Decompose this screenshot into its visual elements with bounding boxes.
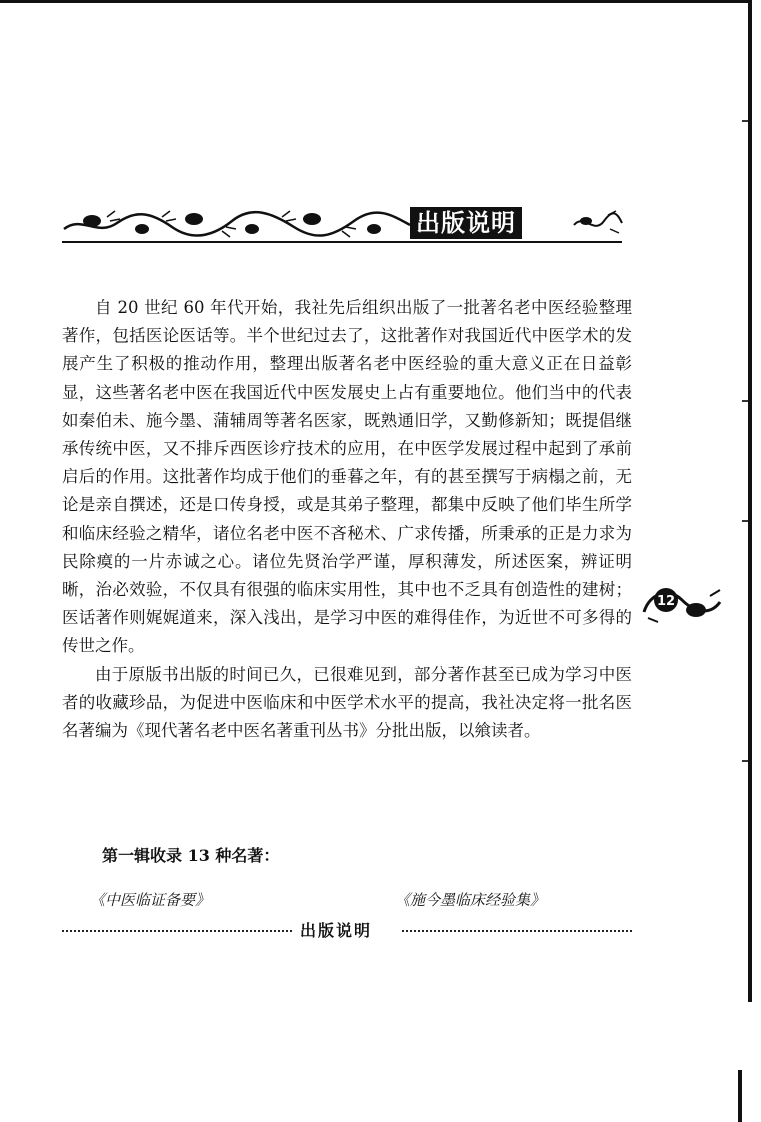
vine-end-ornament (572, 209, 624, 237)
edge-tick (742, 520, 748, 522)
edge-tick (742, 400, 748, 402)
edge-tick (742, 760, 748, 762)
book-title: 《施今墨临床经验集》 (395, 891, 546, 909)
body-text (62, 294, 632, 745)
running-footer (62, 918, 632, 944)
book-title: 《中医临证备要》 (90, 891, 211, 909)
page-top-border (0, 0, 752, 3)
footer-dotted-rule-left (62, 930, 292, 932)
paragraph: 自 20 世纪 60 年代开始，我社先后组织出版了一批著名老中医经验整理著作，包括医论医话等。半个世纪过去了，这批著作对我国近代中医学术的发展产生了积极的推动作用，整理出版著名老中医经验的重大意义正在日益彰显，这些著名老中医在我国近代中医发展史上占有重要地位。他们当中的代表如秦伯未、施今墨、蒲辅周等著名医家，既熟通旧学，又勤修新知；既提倡继承传统中医，又不排斥西医诊疗技术的应用，在中医学发展过程中起到了承前启后的作用。这批著作均成于他们的垂暮之年，有的甚至撰写于病榻之前，无论是亲自撰述，还是口传身授，或是其弟子整理，都集中反映了他们毕生所学和临床经验之精华，诸位名老中医不吝秘术、广求传播，所秉承的正是力求为民除瘼的一片赤诚之心。诸位先贤治学严谨，厚积薄发，所述医案，辨证明晰，治必效验，不仅具有很强的临床实用性，其中也不乏具有创造性的建树；医话著作则娓娓道来，深入浅出，是学习中医的难得佳作，为近世不可多得的传世之作。 (62, 298, 632, 656)
edge-tick (742, 120, 748, 122)
ornament-page-number: 12 (656, 594, 676, 609)
page-number-ornament (640, 582, 724, 626)
footer-dotted-rule-right (402, 930, 632, 932)
page-right-edge-lower (738, 1070, 742, 1122)
section-title: 出版说明 (410, 207, 522, 239)
section-header (62, 205, 622, 245)
paragraph: 由于原版书出版的时间已久，已很难见到，部分著作甚至已成为学习中医者的收藏珍品，为促进中医临床和中医学术水平的提高，我社决定将一批名医名著编为《现代著名老中医名著重刊丛书》分批出版，以飨读者。 (62, 664, 632, 741)
floral-vine-ornament (62, 207, 412, 239)
footer-label: 出版说明 (298, 918, 374, 941)
header-underline (62, 241, 622, 243)
list-heading: 第一辑收录 13 种名著： (102, 846, 280, 865)
page-right-edge (748, 2, 752, 1002)
